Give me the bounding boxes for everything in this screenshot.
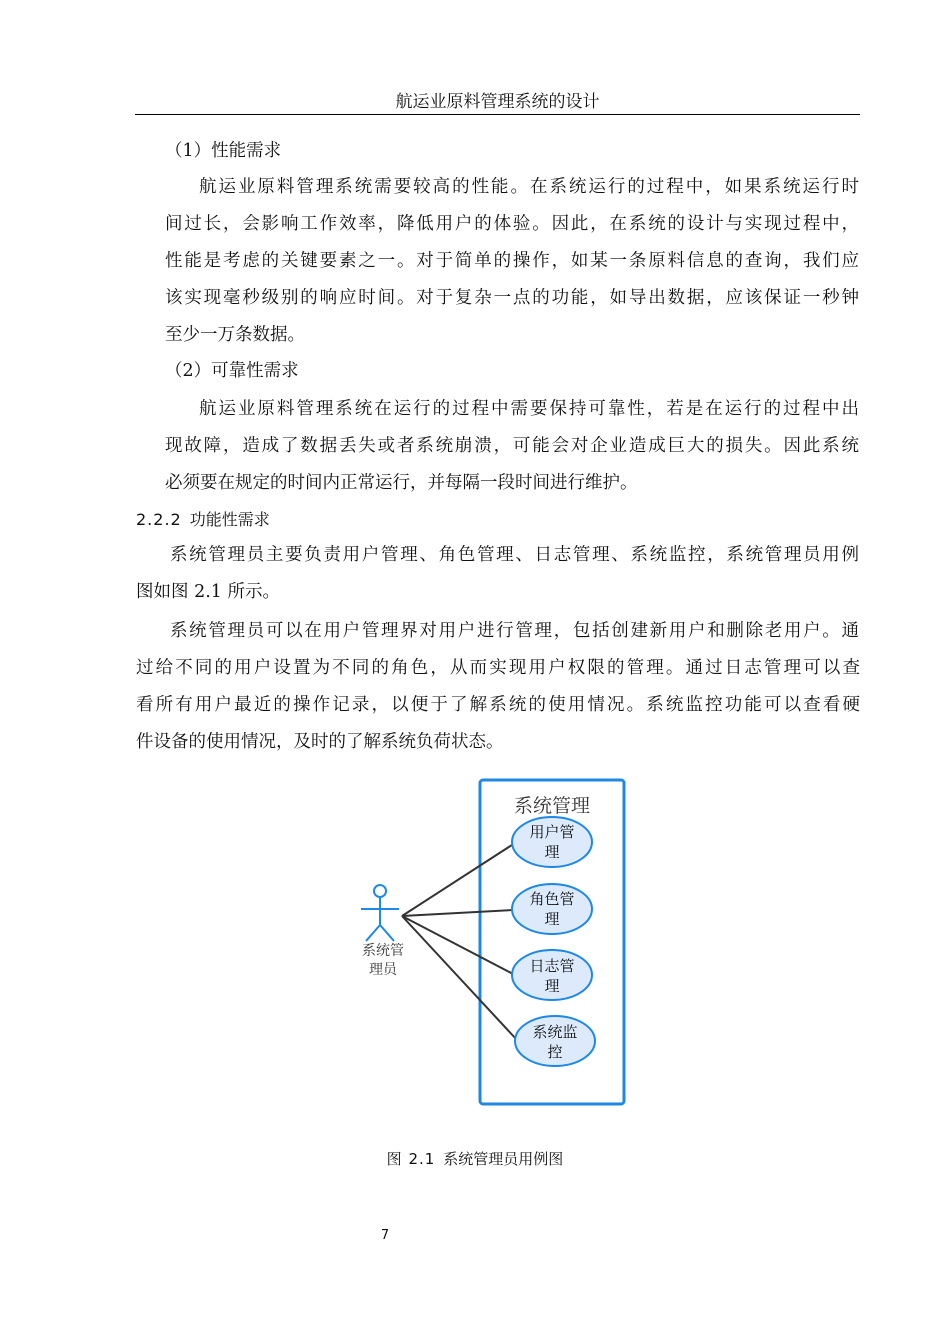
header-rule <box>135 114 860 115</box>
use-case-diagram <box>355 775 635 1115</box>
paragraph-line: 现故障，造成了数据丢失或者系统崩溃，可能会对企业造成巨大的损失。因此系统 <box>165 436 859 456</box>
use-case-log-management <box>512 950 592 1000</box>
use-case-label: 理 <box>544 977 560 995</box>
use-case-label: 用户管 <box>529 823 575 841</box>
paragraph-line: 系统管理员可以在用户管理界对用户进行管理，包括创建新用户和删除老用户。通 <box>170 621 859 641</box>
subsection-heading-reliability: （2）可靠性需求 <box>165 361 299 381</box>
paragraph-line: 航运业原料管理系统需要较高的性能。在系统运行的过程中，如果系统运行时 <box>199 177 859 197</box>
page-number: 7 <box>380 1228 390 1243</box>
paragraph-line: 件设备的使用情况，及时的了解系统负荷状态。 <box>136 732 504 752</box>
paragraph-line: 该实现毫秒级别的响应时间。对于复杂一点的功能，如导出数据，应该保证一秒钟 <box>165 288 859 308</box>
section-number: 2.2.2 <box>136 510 182 529</box>
paragraph-line: 间过长，会影响工作效率，降低用户的体验。因此，在系统的设计与实现过程中， <box>165 214 859 234</box>
system-boundary-label: 系统管理 <box>513 795 591 817</box>
use-case-label: 理 <box>544 843 560 861</box>
paragraph-line: 性能是考虑的关键要素之一。对于简单的操作，如某一条原料信息的查询，我们应 <box>165 251 859 271</box>
paragraph-line: 过给不同的用户设置为不同的角色，从而实现用户权限的管理。通过日志管理可以查 <box>136 658 860 678</box>
section-heading-functional <box>136 507 270 533</box>
use-case-system-monitoring <box>515 1016 595 1066</box>
association-line <box>402 916 515 975</box>
subsection-heading-performance: （1）性能需求 <box>165 141 282 161</box>
use-case-diagram-svg <box>355 775 635 1115</box>
association-line <box>402 843 515 916</box>
use-case-label: 角色管 <box>529 890 575 908</box>
use-case-label: 日志管 <box>529 957 575 975</box>
paragraph-line: 必须要在规定的时间内正常运行，并每隔一段时间进行维护。 <box>165 473 638 493</box>
paragraph-line: 系统管理员主要负责用户管理、角色管理、日志管理、系统监控，系统管理员用例 <box>170 545 859 565</box>
page-header: 航运业原料管理系统的设计 <box>395 92 600 112</box>
association-line <box>402 910 513 916</box>
actor-label: 理员 <box>369 962 397 978</box>
association-line <box>402 916 517 1040</box>
use-case-role-management <box>512 884 592 934</box>
use-case-label: 控 <box>547 1043 563 1061</box>
figure-caption <box>0 1148 950 1169</box>
figure-caption-text: 系统管理员用例图 <box>443 1150 564 1168</box>
use-case-label: 理 <box>544 910 560 928</box>
actor-icon <box>361 885 399 941</box>
figure-number: 图 2.1 <box>386 1150 436 1168</box>
paragraph-line: 看所有用户最近的操作记录，以便于了解系统的使用情况。系统监控功能可以查看硬 <box>136 695 860 715</box>
section-title: 功能性需求 <box>189 510 270 529</box>
paragraph-line: 航运业原料管理系统在运行的过程中需要保持可靠性，若是在运行的过程中出 <box>199 399 859 419</box>
use-case-user-management <box>512 817 592 867</box>
paragraph-line: 至少一万条数据。 <box>165 325 305 345</box>
use-case-label: 系统监 <box>532 1023 578 1041</box>
actor-label: 系统管 <box>362 943 404 959</box>
paragraph-line: 图如图 2.1 所示。 <box>136 582 280 602</box>
